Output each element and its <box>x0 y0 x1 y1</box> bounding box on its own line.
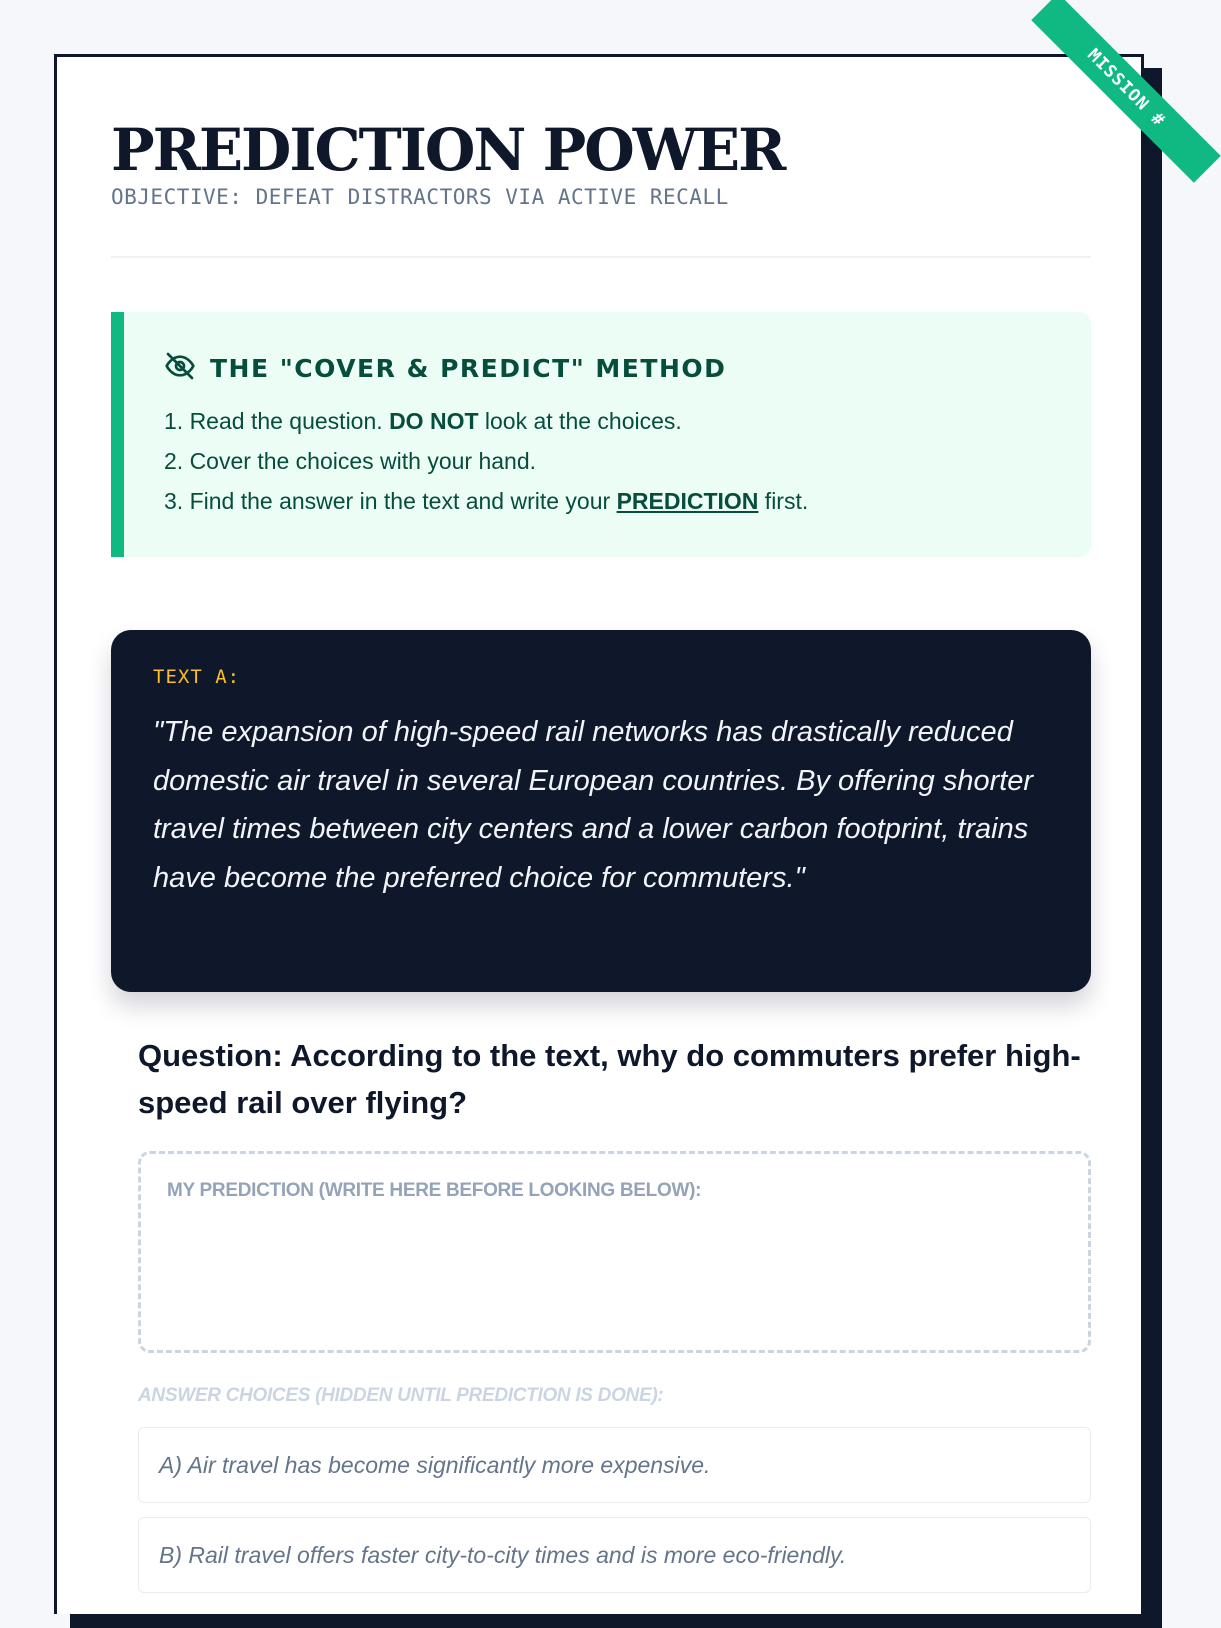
question-text: Question: According to the text, why do commuters prefer high-speed rail over flying? <box>138 1038 1081 1120</box>
method-step-3: 3. Find the answer in the text and write your PREDICTION first. <box>164 488 809 514</box>
mission-ribbon-wrap <box>1011 45 1169 187</box>
worksheet-card <box>54 45 1169 1614</box>
method-step-2: 2. Cover the choices with your hand. <box>164 448 537 474</box>
page-subtitle: OBJECTIVE: DEFEAT DISTRACTORS VIA ACTIVE RECALL <box>111 185 729 209</box>
header-divider <box>111 256 1091 258</box>
prediction-input[interactable] <box>138 1151 1091 1353</box>
page-title: PREDICTION POWER <box>111 116 785 184</box>
prediction-label: MY PREDICTION (WRITE HERE BEFORE LOOKING BELOW): <box>167 1180 702 1201</box>
answer-choice-a[interactable]: A) Air travel has become significantly more expensive. <box>138 1427 1091 1503</box>
choices-label: ANSWER CHOICES (HIDDEN UNTIL PREDICTION IS DONE): <box>138 1385 664 1406</box>
eye-off-icon <box>164 350 196 387</box>
text-a-panel <box>111 630 1091 992</box>
method-step-1: 1. Read the question. DO NOT look at the choices. <box>164 408 682 434</box>
method-title: THE "COVER & PREDICT" METHOD <box>210 354 727 383</box>
text-a-label: TEXT A: <box>153 666 241 688</box>
mission-ribbon: MISSION # <box>1031 0 1221 183</box>
text-a-passage: "The expansion of high-speed rail networks has drastically reduced domestic air travel in several European countries. By offering shorter travel times between city centers and a lower carbon footprint, trains have become the preferred choice for commuters." <box>153 716 1034 894</box>
method-panel <box>111 312 1091 557</box>
answer-choice-b[interactable]: B) Rail travel offers faster city-to-city times and is more eco-friendly. <box>138 1517 1091 1593</box>
method-header <box>164 350 1091 387</box>
